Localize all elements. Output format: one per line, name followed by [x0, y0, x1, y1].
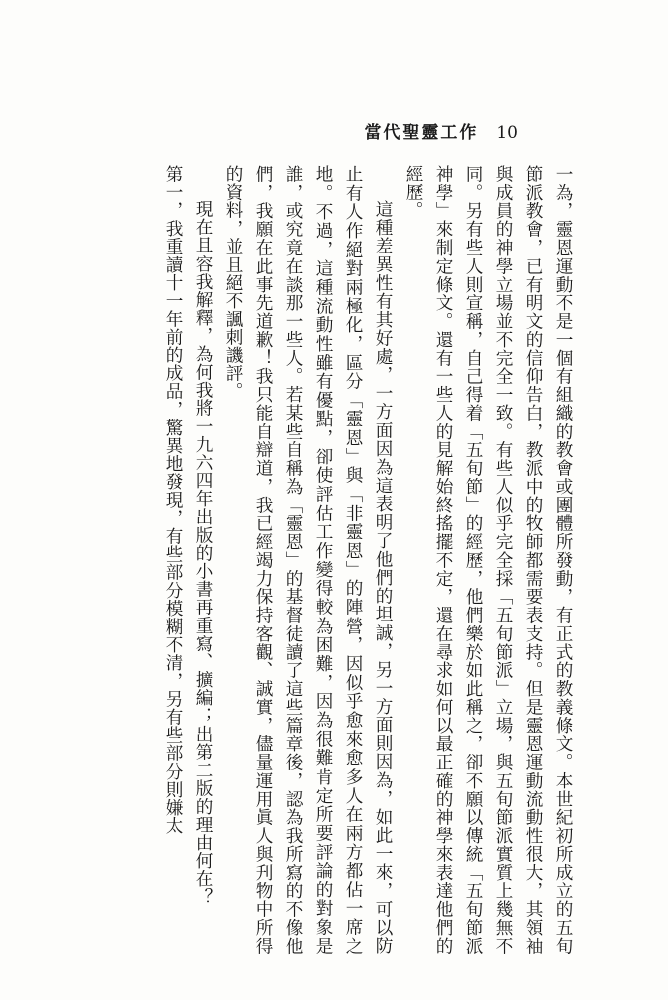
book-title: 當代聖靈工作 [364, 123, 479, 143]
page-number: 10 [496, 123, 518, 143]
body-text [92, 165, 578, 955]
paragraph-1: 一為，靈恩運動不是一個有組織的教會或團體所發動，有正式的教義條文。本世紀初所成立的五旬節派教會，已有明文的信仰告白，教派中的牧師都需要表支持。但是靈恩運動流動性很大，其領袖與成員的神學立場並不完全一致。有些人似乎完全採「五旬節派」立場，與五旬節派實質上幾無不同。另有些人則宣稱，自己得着「五旬節」的經歷，他們樂於如此稱之，卻不願以傳統「五旬節派神學」來制定條文。還有一些人的見解始終搖擺不定，還在尋求如何以最正確的神學來表達他們的經歷。 [403, 165, 573, 955]
paragraph-3: 現在且容我解釋，為何我將一九六四年出版的小書再重寫、擴編；出第二版的理由何在？ [193, 200, 213, 907]
running-header [364, 118, 518, 143]
paragraph-2: 這種差異性有其好處，一方面因為這表明了他們的坦誠，另一方面則因為，如此一來，可以防止有人作絕對兩極化，區分「靈恩」與「非靈恩」的陣營，因似乎愈來愈多人在兩方都佔一席之地。不過，這種流動性雖有優點，卻使評估工作變得較為困難，因為很難肯定所要評論的對象是誰，或究竟在談那一些人。若某些自稱為「靈恩」的基督徒讀了這些篇章後，認為我所寫的不像他們，我願在此事先道歉！我只能自辯道，我已經竭力保持客觀、誠實，儘量運用眞人與刋物中所得的資料，並且絕不諷刺譏評。 [223, 165, 393, 955]
paragraph-4: 第一，我重讀十一年前的成品，驚異地發現，有些部分模糊不清，另有些部分則嫌太 [163, 165, 183, 835]
